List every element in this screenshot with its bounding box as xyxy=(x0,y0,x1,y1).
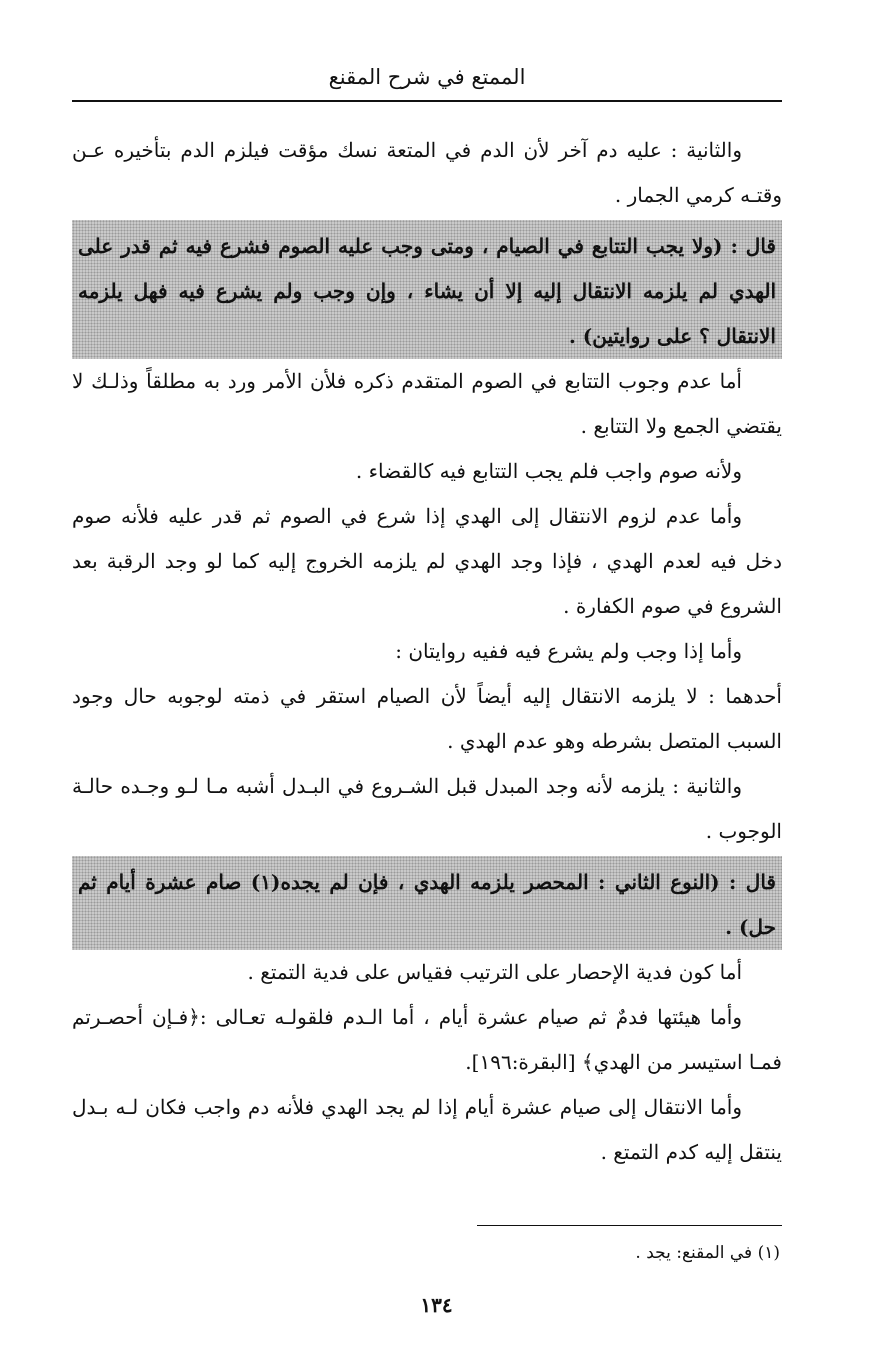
quoted-text-besieged: قال : (النوع الثاني : المحصر يلزمه الهدي ، فإن لم يجده(١) صام عشرة أيام ثم حل) . xyxy=(72,856,782,950)
paragraph-ransom-order: أما كون فدية الإحصار على الترتيب فقياس على فدية التمتع . xyxy=(247,960,742,984)
paragraph-second-narration-obligation: والثانية : يلزمه لأنه وجد المبدل قبل الشـروع في البـدل أشبه مـا لـو وجـده حالـة الوجوب . xyxy=(72,774,782,843)
paragraph-ransom-form: وأما هيئتها فدمٌ ثم صيام عشرة أيام ، أما الـدم فلقولـه تعـالى :﴿فـإن أحصـرتم فمـا استيسر من الهدي﴾ [البقرة:١٩٦]. xyxy=(72,1005,782,1074)
footnote: (١) في المقنع: يجد . xyxy=(635,1243,780,1263)
paragraph-two-narrations: وأما إذا وجب ولم يشرع فيه ففيه روايتان : xyxy=(395,639,742,663)
paragraph-no-transfer: وأما عدم لزوم الانتقال إلى الهدي إذا شرع في الصوم ثم قدر عليه فلأنه صوم دخل فيه لعدم الهدي ، فإذا وجد الهدي لم يلزمه الخروج إليه كما لو وجد الرقبة بعد الشروع في صوم الكفارة . xyxy=(72,504,782,618)
footnote-rule xyxy=(477,1225,782,1226)
paragraph-second-narration: والثانية : عليه دم آخر لأن الدم في المتعة نسك مؤقت فيلزم الدم بتأخيره عـن وقتـه كرمي الجمار . xyxy=(72,138,782,207)
page-number: ١٣٤ xyxy=(420,1293,453,1317)
paragraph-first-narration: أحدهما : لا يلزمه الانتقال إليه أيضاً لأن الصيام استقر في ذمته لوجوبه حال وجود السبب المتصل بشرطه وهو عدم الهدي . xyxy=(72,684,782,753)
header-rule xyxy=(72,100,782,102)
main-text xyxy=(72,128,782,1175)
paragraph-transfer-fasting: وأما الانتقال إلى صيام عشرة أيام إذا لم يجد الهدي فلأنه دم واجب فكان لـه بـدل ينتقل إليه كدم التمتع . xyxy=(72,1095,782,1164)
paragraph-obligatory-fast: ولأنه صوم واجب فلم يجب التتابع فيه كالقضاء . xyxy=(355,459,742,483)
quoted-text-fasting-sequence: قال : (ولا يجب التتابع في الصيام ، ومتى وجب عليه الصوم فشرع فيه ثم قدر على الهدي لم يلزمه الانتقال إليه إلا أن يشاء ، وإن وجب ولم يشرع فيه فهل يلزمه الانتقال ؟ على روايتين) . xyxy=(72,220,782,359)
paragraph-no-sequence: أما عدم وجوب التتابع في الصوم المتقدم ذكره فلأن الأمر ورد به مطلقاً وذلـك لا يقتضي الجمع ولا التتابع . xyxy=(72,369,782,438)
running-title: الممتع في شرح المقنع xyxy=(328,65,526,89)
